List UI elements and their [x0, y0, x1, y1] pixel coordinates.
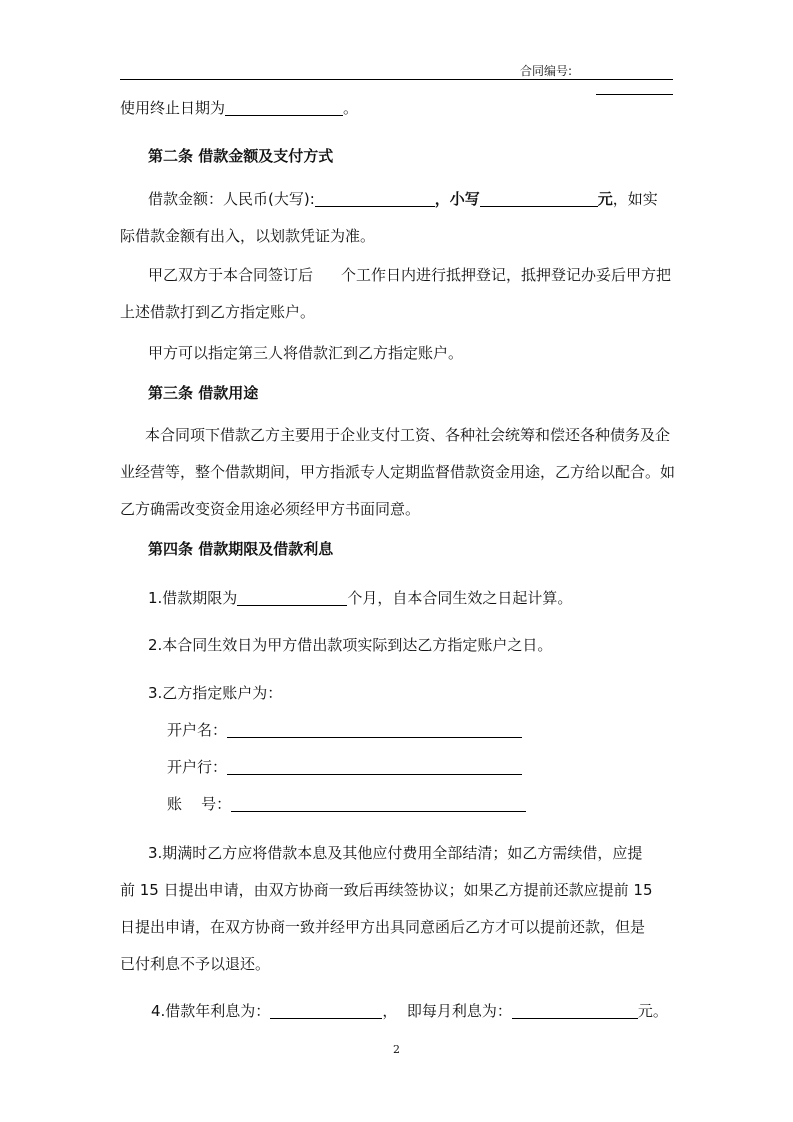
article3-heading: 第三条 借款用途 — [148, 384, 259, 402]
annual-interest-blank — [270, 1002, 382, 1019]
interest-line: 4.借款年利息为： ， 即每月利息为： 元。 — [151, 1002, 668, 1020]
loan-amount-line2: 际借款金额有出入，以划款凭证为准。 — [120, 227, 376, 245]
account-number-line: 账 号： — [167, 794, 526, 814]
maturity-line1: 3.期满时乙方应将借款本息及其他应付费用全部结清；如乙方需续借，应提 — [148, 844, 643, 862]
purpose-line2: 业经营等，整个借款期间，甲方指派专人定期监督借款资金用途，乙方给以配合。如 — [120, 463, 676, 481]
article2-heading: 第二条 借款金额及支付方式 — [148, 147, 334, 165]
account-bank-blank — [227, 758, 522, 775]
article4-heading: 第四条 借款期限及借款利息 — [148, 540, 334, 558]
purpose-line1: 本合同项下借款乙方主要用于企业支付工资、各种社会统筹和偿还各种债务及企 — [145, 426, 671, 444]
registration-line: 甲乙双方于本合同签订后 个工作日内进行抵押登记，抵押登记办妥后甲方把 — [148, 266, 672, 284]
maturity-line3: 日提出申请，在双方协商一致并经甲方出具同意函后乙方才可以提前还款，但是 — [120, 918, 646, 936]
maturity-line4: 已付利息不予以退还。 — [120, 955, 271, 973]
account-name-line: 开户名： — [167, 720, 522, 740]
contract-number-label: 合同编号: — [520, 64, 573, 78]
loan-term-line: 1.借款期限为 个月，自本合同生效之日起计算。 — [148, 589, 573, 607]
effective-date-line: 2.本合同生效日为甲方借出款项实际到达乙方指定账户之日。 — [148, 636, 553, 654]
account-name-blank — [227, 721, 522, 738]
monthly-interest-blank — [512, 1002, 638, 1019]
end-date-blank — [225, 99, 343, 116]
registration-line2: 上述借款打到乙方指定账户。 — [120, 303, 316, 321]
account-number-blank — [231, 795, 526, 812]
amount-lowercase-blank — [480, 190, 598, 207]
page-number: 2 — [393, 1043, 400, 1056]
purpose-line3: 乙方确需改变资金用途必须经甲方书面同意。 — [120, 500, 421, 518]
contract-number-blank — [596, 78, 673, 95]
amount-uppercase-blank — [315, 190, 435, 207]
account-bank-line: 开户行： — [167, 757, 522, 777]
maturity-line2: 前 15 日提出申请，由双方协商一致后再续签协议；如果乙方提前还款应提前 15 — [120, 881, 653, 899]
designated-account-line: 3.乙方指定账户为： — [148, 684, 283, 702]
third-party-line: 甲方可以指定第三人将借款汇到乙方指定账户。 — [148, 344, 464, 362]
end-date-line: 使用终止日期为 。 — [120, 99, 359, 117]
loan-amount-line: 借款金额：人民币(大写): ，小写 元，如实 — [148, 190, 658, 208]
loan-term-blank — [237, 589, 347, 606]
header-rule — [120, 79, 673, 80]
